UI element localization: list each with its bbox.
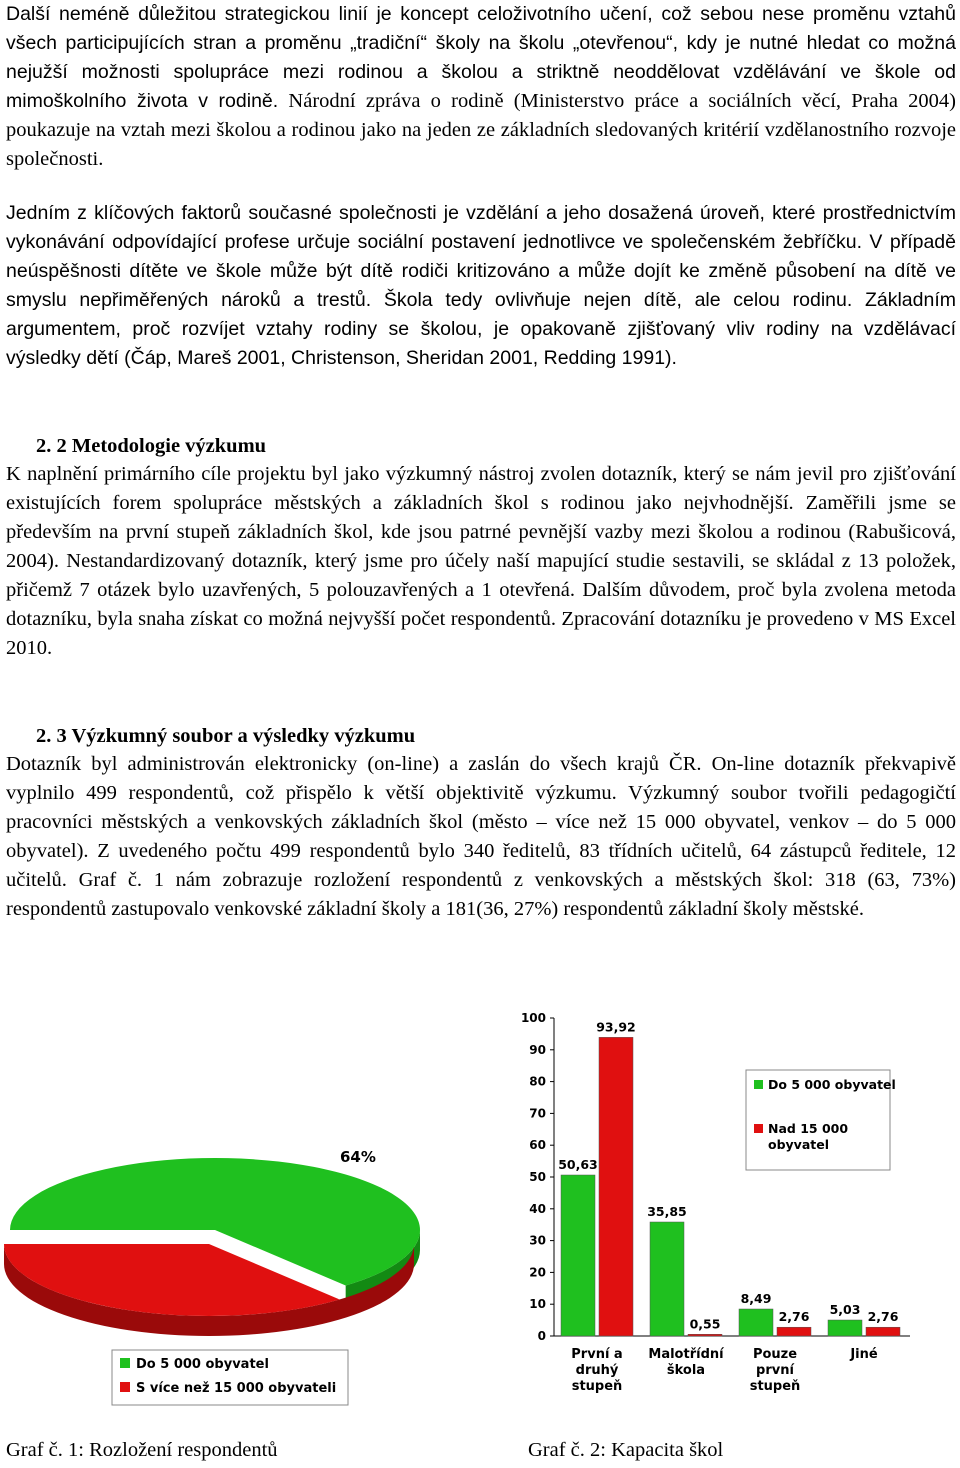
bar-data-label: 5,03 xyxy=(829,1302,861,1318)
bar-y-tick-label: 30 xyxy=(529,1233,546,1248)
bar-legend-swatch-1 xyxy=(754,1124,763,1133)
bar-category-label: Pouze první stupeň xyxy=(749,1347,801,1394)
bar-legend-label-0: Do 5 000 obyvatel xyxy=(768,1077,896,1092)
bar-category-label: Malotřídní škola xyxy=(648,1347,724,1378)
paragraph-education-factors: Jedním z klíčových faktorů současné společnosti je vzdělání a jeho dosažená úroveň, které prostřednictvím vykonávání odpovídající profese určuje sociální postavení jednotlivce ve společenském žebříčku. V případě neúspěšnosti dítěte ve škole může být dítě rodiči kritizováno a může dojít ke změně působení na dítě ve smyslu nepřiměřených nároků a trestů. Škola tedy ovlivňuje nejen dítě, ale celou rodinu. Základním argumentem, proč rozvíjet vztahy rodiny se školou, je opakovaně zjišťovaný vliv rodiny na vzdělávací výsledky dětí (Čáp, Mareš 2001, Christenson, Sheridan 2001, Redding 1991). xyxy=(6,202,956,369)
bar-0-1 xyxy=(650,1222,684,1336)
bar-category-label: Jiné xyxy=(850,1347,878,1362)
heading-research-sample: 2. 3 Výzkumný soubor a výsledky výzkumu xyxy=(36,725,416,747)
bar-data-label: 2,76 xyxy=(867,1309,899,1325)
paragraph-lifelong-learning-text: Další neméně důležitou strategickou linií je koncept celoživotního učení, což sebou nese proměnu vztahů všech participujících stran a proměnu „tradiční“ školy na školu „otevřenou“, kdy je nutné hledat co možná nejužší možnosti spolupráce mezi rodinou a školou a striktně neoddělovat vzdělávání ve škole od mimoškolního života v rodině. xyxy=(6,3,956,112)
caption-graf-2: Graf č. 2: Kapacita škol xyxy=(528,1439,724,1461)
caption-graf-1: Graf č. 1: Rozložení respondentů xyxy=(6,1439,278,1461)
bar-data-label: 50,63 xyxy=(558,1156,598,1172)
bar-y-tick-label: 80 xyxy=(529,1074,546,1089)
bar-0-2 xyxy=(739,1309,773,1336)
pie-chart-respondents xyxy=(0,1010,480,1410)
pie-legend xyxy=(112,1350,348,1405)
bar-legend-label-1: Nad 15 000 obyvatel xyxy=(768,1121,849,1152)
pie-legend-label-0: Do 5 000 obyvatel xyxy=(136,1357,269,1372)
paragraph-national-report-text: Národní zpráva o rodině (Ministerstvo práce a sociálních věcí, Praha 2004) poukazuje na vztah mezi školou a rodinou jako na jeden ze základních sledovaných kritérií vzdělanostního rozvoje společnosti. xyxy=(6,90,956,170)
bar-0-3 xyxy=(828,1320,862,1336)
bar-y-tick-label: 0 xyxy=(537,1329,546,1343)
paragraph-lifelong-learning xyxy=(6,0,956,174)
paragraph-methodology: K naplnění primárního cíle projektu byl jako výzkumný nástroj zvolen dotazník, který se nám jevil pro zjišťování existujících forem spolupráce městských a základních škol s rodinou jako nejvhodnější. Zaměřili jsme se především na první stupeň základních škol, kde jsou patrné pevnější vazby mezi školou a rodinou (Rabušicová, 2004). Nestandardizovaný dotazník, který jsme pro účely naší mapující studie sestavili, se skládal z 13 položek, přičemž 7 otázek bylo uzavřených, 5 polouzavřených a 1 otevřená. Dalším důvodem, proč byla zvolena metoda dotazníku, byla snaha získat co možná nejvyšší počet respondentů. Zpracování dotazníku je provedeno v MS Excel 2010. xyxy=(6,463,956,659)
heading-methodology: 2. 2 Metodologie výzkumu xyxy=(36,435,267,457)
bar-data-label: 93,92 xyxy=(596,1019,636,1035)
bar-y-tick-label: 50 xyxy=(529,1170,546,1184)
pie-legend-label-1: S více než 15 000 obyvateli xyxy=(136,1381,337,1396)
pie-legend-swatch-1 xyxy=(120,1382,130,1392)
pie-data-label-0: 64% xyxy=(340,1148,376,1166)
bar-y-tick-label: 60 xyxy=(529,1138,546,1153)
bar-y-tick-label: 20 xyxy=(529,1265,546,1280)
bar-legend-swatch-0 xyxy=(754,1080,763,1089)
pie-legend-swatch-0 xyxy=(120,1358,130,1368)
bar-1-2 xyxy=(777,1327,811,1336)
bar-chart-school-capacity xyxy=(500,1000,960,1420)
bar-data-label: 0,55 xyxy=(689,1316,721,1332)
bar-data-label: 8,49 xyxy=(740,1291,772,1307)
paragraph-research-sample: Dotazník byl administrován elektronicky (on-line) a zaslán do všech krajů ČR. On-line dotazník překvapivě vyplnilo 499 respondentů, což přispělo k větší objektivitě výzkumu. Výzkumný soubor tvořili pedagogičtí pracovníci městských a venkovských základních škol (město – více než 15 000 obyvatel, venkov – do 5 000 obyvatel). Z uvedeného počtu 499 respondentů bylo 340 ředitelů, 83 třídních učitelů, 64 zástupců ředitele, 12 učitelů. Graf č. 1 nám zobrazuje rozložení respondentů z venkovských a městských škol: 318 (63, 73%) respondentů zastupovalo venkovské základní školy a 181(36, 27%) respondentů základní školy městské. xyxy=(6,753,956,920)
bar-0-0 xyxy=(561,1175,595,1336)
bar-data-label: 35,85 xyxy=(647,1203,687,1219)
bar-1-1 xyxy=(688,1334,722,1336)
bar-y-tick-label: 10 xyxy=(529,1297,546,1312)
bar-y-tick-label: 90 xyxy=(529,1042,546,1057)
bar-legend xyxy=(746,1070,896,1170)
bar-1-3 xyxy=(866,1327,900,1336)
bar-data-label: 2,76 xyxy=(778,1309,810,1325)
bar-1-0 xyxy=(599,1037,633,1336)
bar-category-label: První a druhý stupeň xyxy=(571,1347,623,1394)
bar-y-tick-label: 100 xyxy=(520,1011,546,1025)
bar-y-tick-label: 40 xyxy=(529,1201,546,1216)
bar-y-tick-label: 70 xyxy=(529,1106,546,1121)
